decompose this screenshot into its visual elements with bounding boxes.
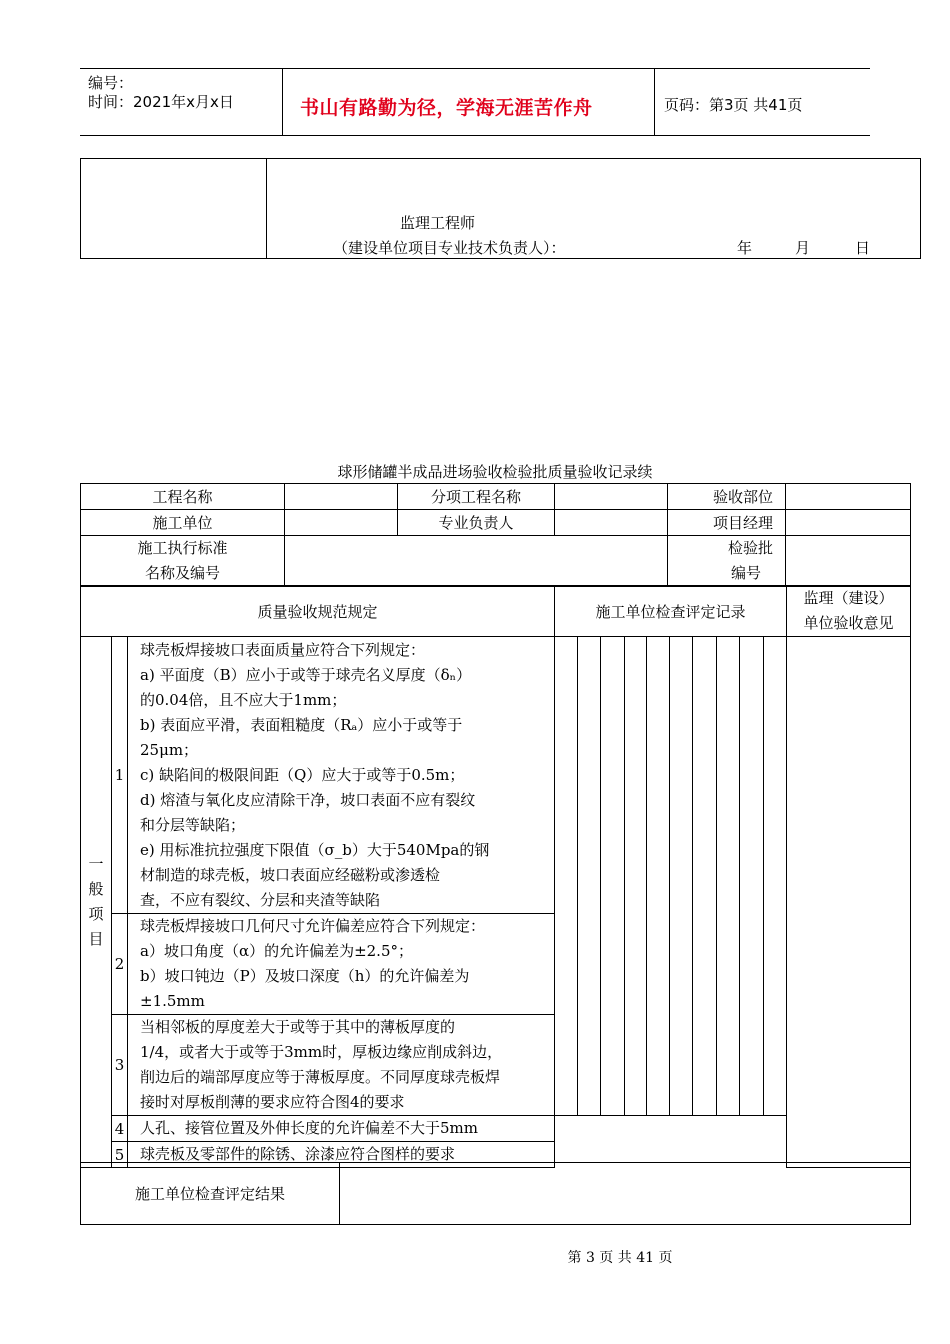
accept-part-value[interactable] xyxy=(786,484,911,510)
motto-text: 书山有路勤为径，学海无涯苦作舟 xyxy=(300,97,593,119)
item-text xyxy=(128,914,555,1015)
header-divider-right xyxy=(654,68,655,135)
header-divider-left xyxy=(282,68,283,135)
item-line: 当相邻板的厚度差大于或等于其中的薄板厚度的 xyxy=(140,1018,456,1036)
item-row-4 xyxy=(81,1116,911,1142)
item-number: 5 xyxy=(112,1142,128,1168)
category-char-3: 项 xyxy=(88,905,104,923)
item-line: b）坡口钝边（P）及坡口深度（h）的允许偏差为 xyxy=(140,967,470,985)
result-label: 施工单位检查评定结果 xyxy=(81,1163,340,1225)
item-line: 削边后的端部厚度应等于薄板厚度。不同厚度球壳板焊 xyxy=(140,1068,501,1086)
sub-project-label: 分项工程名称 xyxy=(398,484,555,510)
items-table xyxy=(80,636,911,1168)
batch-value[interactable] xyxy=(786,536,911,587)
category-char-2: 般 xyxy=(88,880,104,898)
item-text xyxy=(128,637,555,914)
form-header-table xyxy=(80,483,911,587)
sub-project-value[interactable] xyxy=(555,484,668,510)
result-value[interactable] xyxy=(340,1163,911,1225)
result-table xyxy=(80,1162,911,1225)
check-cell[interactable] xyxy=(555,637,578,1116)
project-name-value[interactable] xyxy=(285,484,398,510)
item-line: 25μm； xyxy=(140,741,199,759)
item-line: d) 熔渣与氧化皮应清除干净，坡口表面不应有裂纹 xyxy=(140,791,476,809)
item-line: e) 用标准抗拉强度下限值（σ_b）大于540Mpa的钢 xyxy=(140,841,490,859)
item-number: 2 xyxy=(112,914,128,1015)
month-label: 月 xyxy=(795,239,811,257)
check-cell[interactable] xyxy=(625,637,647,1116)
check-header: 施工单位检查评定记录 xyxy=(555,586,787,637)
construction-unit-value[interactable] xyxy=(285,510,398,536)
check-cell[interactable] xyxy=(717,637,740,1116)
check-blank xyxy=(555,1116,787,1168)
check-cell[interactable] xyxy=(740,637,764,1116)
supervise-opinion-cell[interactable] xyxy=(787,637,911,1168)
signature-box xyxy=(80,158,921,259)
responsible-label: （建设单位项目专业技术负责人）： xyxy=(333,239,566,257)
header-bottom-rule xyxy=(80,135,870,136)
project-manager-value[interactable] xyxy=(786,510,911,536)
category-char-1: 一 xyxy=(88,855,104,873)
check-cell[interactable] xyxy=(647,637,670,1116)
professional-lead-value[interactable] xyxy=(555,510,668,536)
check-cell[interactable] xyxy=(693,637,717,1116)
accept-part-label: 验收部位 xyxy=(668,484,786,510)
page-number-label: 页码：第3页 共41页 xyxy=(664,96,803,114)
standard-label-line1: 施工执行标准 xyxy=(137,539,228,557)
item-line: 球壳板焊接坡口表面质量应符合下列规定： xyxy=(140,641,426,659)
project-name-label: 工程名称 xyxy=(81,484,285,510)
item-number: 1 xyxy=(112,637,128,914)
footer-page-number: 第 3 页 共 41 页 xyxy=(567,1250,673,1266)
item-line: 查，不应有裂纹、分层和夹渣等缺陷 xyxy=(140,891,381,909)
form-title: 球形储罐半成品进场验收检验批质量验收记录续 xyxy=(337,463,653,481)
general-items-label xyxy=(81,637,112,1168)
spec-header-table xyxy=(80,585,911,637)
supervise-header xyxy=(787,586,911,637)
category-char-4: 目 xyxy=(88,930,104,948)
construction-unit-label: 施工单位 xyxy=(81,510,285,536)
item-line: c) 缺陷间的极限间距（Q）应大于或等于0.5m； xyxy=(140,766,465,784)
batch-label xyxy=(668,536,786,587)
item-line: ±1.5mm xyxy=(140,992,205,1010)
professional-lead-label: 专业负责人 xyxy=(398,510,555,536)
item-line: 和分层等缺陷； xyxy=(140,816,246,834)
item-line: a) 平面度（B）应小于或等于球壳名义厚度（δₙ） xyxy=(140,666,472,684)
item-line: b) 表面应平滑，表面粗糙度（Rₐ）应小于或等于 xyxy=(140,716,463,734)
standard-label-line2: 名称及编号 xyxy=(144,564,220,582)
item-text xyxy=(128,1116,555,1142)
header-top-rule xyxy=(80,68,870,69)
engineer-label: 监理工程师 xyxy=(400,214,476,232)
date-label: 时间：2021年x月x日 xyxy=(88,93,234,111)
check-cell[interactable] xyxy=(764,637,787,1116)
standard-value[interactable] xyxy=(285,536,668,587)
item-number: 4 xyxy=(112,1116,128,1142)
item-line: 球壳板焊接坡口几何尺寸允许偏差应符合下列规定： xyxy=(140,917,486,935)
item-line: a）坡口角度（α）的允许偏差为±2.5°； xyxy=(140,942,413,960)
supervise-header-line1: 监理（建设） xyxy=(803,589,894,607)
item-line: 材制造的球壳板，坡口表面应经磁粉或渗透检 xyxy=(140,866,441,884)
item-line: 1/4，或者大于或等于3mm时，厚板边缘应削成斜边， xyxy=(140,1043,503,1061)
supervise-header-line2: 单位验收意见 xyxy=(803,614,894,632)
batch-label-line2: 编号 xyxy=(730,564,761,582)
item-line: 人孔、接管位置及外伸长度的允许偏差不大于5mm xyxy=(140,1119,478,1137)
item-text xyxy=(128,1015,555,1116)
spec-header: 质量验收规范规定 xyxy=(81,586,555,637)
day-label: 日 xyxy=(855,239,871,257)
item-row-1 xyxy=(81,637,911,914)
check-cell[interactable] xyxy=(601,637,625,1116)
item-line: 的0.04倍，且不应大于1mm； xyxy=(140,691,347,709)
item-number: 3 xyxy=(112,1015,128,1116)
signature-right-cell xyxy=(267,159,921,259)
item-line: 接时对厚板削薄的要求应符合图4的要求 xyxy=(140,1093,405,1111)
project-manager-label: 项目经理 xyxy=(668,510,786,536)
check-cell[interactable] xyxy=(578,637,601,1116)
batch-label-line1: 检验批 xyxy=(727,539,773,557)
standard-label xyxy=(81,536,285,587)
item-line: 球壳板及零部件的除锈、涂漆应符合图样的要求 xyxy=(140,1145,456,1163)
serial-label: 编号： xyxy=(88,74,134,92)
signature-left-cell xyxy=(81,159,267,259)
check-cell[interactable] xyxy=(670,637,693,1116)
year-label: 年 xyxy=(737,239,753,257)
